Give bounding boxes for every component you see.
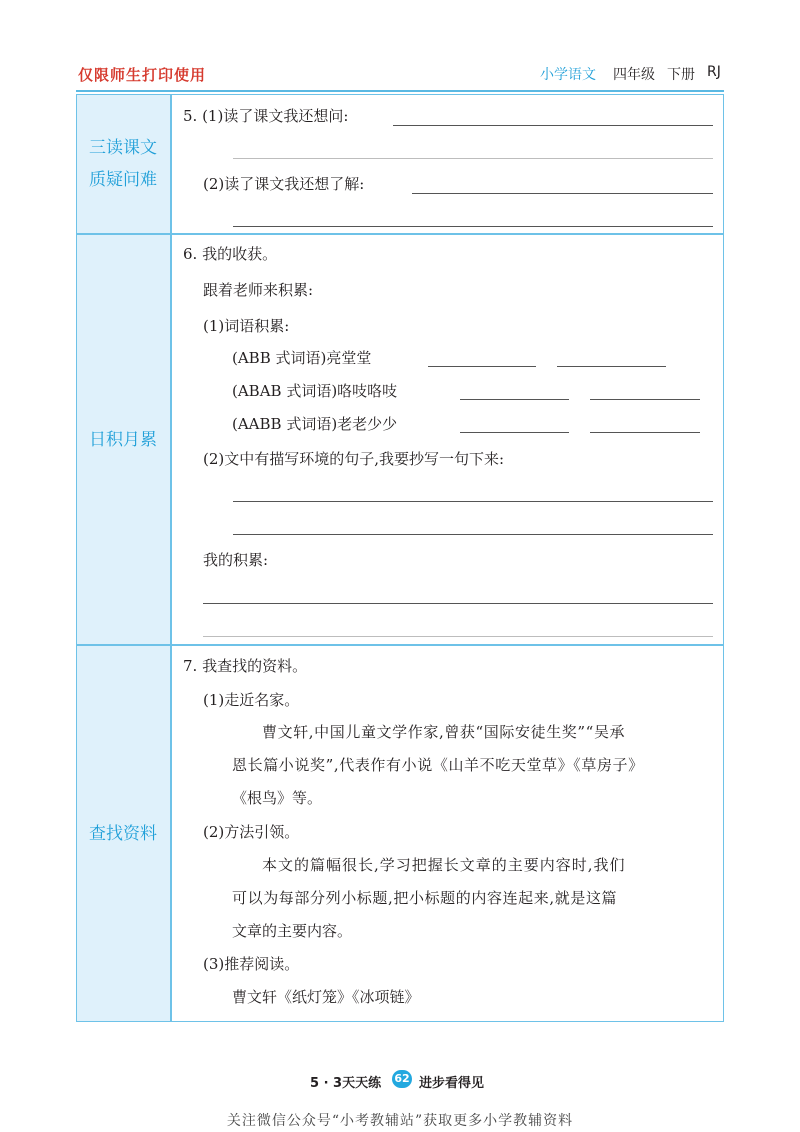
q7-para2-line3: 文章的主要内容。	[232, 922, 353, 940]
q6-abb: (ABB 式词语)亮堂堂	[232, 349, 372, 367]
row-divider-1	[76, 233, 724, 235]
footer-slogan: 进步看得见	[419, 1076, 485, 1091]
q5-prompt-1: 5. (1)读了课文我还想问:	[183, 107, 349, 125]
abab-blank-1[interactable]	[460, 399, 569, 400]
section-label-line-2: 质疑问难	[89, 170, 157, 190]
q6-mine: 我的积累:	[203, 551, 269, 569]
q7-sub1: (1)走近名家。	[203, 691, 300, 709]
abb-blank-2[interactable]	[557, 366, 666, 367]
q7-para1-line2: 恩长篇小说奖”,代表作有小说《山羊不吃天堂草》《草房子》	[232, 756, 644, 774]
q6-mine-line-2[interactable]	[203, 636, 713, 637]
q7-para2-line1: 本文的篇幅很长,学习把握长文章的主要内容时,我们	[262, 856, 626, 874]
grade-label: 四年级	[613, 67, 655, 83]
print-notice: 仅限师生打印使用	[78, 66, 207, 84]
section-label-accumulation: 日积月累	[89, 430, 157, 450]
q5-answer-line-1a[interactable]	[393, 125, 713, 126]
abb-blank-1[interactable]	[428, 366, 536, 367]
subject-label: 小学语文	[540, 67, 596, 83]
q6-sub1: (1)词语积累:	[203, 317, 290, 335]
q5-answer-line-2b[interactable]	[233, 226, 713, 227]
term-label: 下册	[667, 67, 695, 83]
q7-para2-line2: 可以为每部分列小标题,把小标题的内容连起来,就是这篇	[232, 889, 618, 907]
watermark-text: 关注微信公众号“小考教辅站”获取更多小学教辅资料	[226, 1113, 574, 1129]
q6-mine-line-1[interactable]	[203, 603, 713, 604]
header-rule	[76, 90, 724, 92]
q5-answer-line-1b[interactable]	[233, 158, 713, 159]
q7-sub3: (3)推荐阅读。	[203, 955, 300, 973]
q6-abab: (ABAB 式词语)咯吱咯吱	[232, 382, 398, 400]
page-number-badge: 62	[392, 1070, 412, 1088]
q6-sentence-line-1[interactable]	[233, 501, 713, 502]
q6-aabb: (AABB 式词语)老老少少	[232, 415, 398, 433]
aabb-blank-2[interactable]	[590, 432, 700, 433]
q6-sentence-line-2[interactable]	[233, 534, 713, 535]
q7-para1-line3: 《根鸟》等。	[232, 789, 323, 807]
section-label-line-1: 三读课文	[89, 138, 157, 158]
q7-sub2: (2)方法引领。	[203, 823, 300, 841]
q6-title: 6. 我的收获。	[183, 245, 278, 263]
section-label-reading-questions	[76, 132, 170, 196]
q5-answer-line-2a[interactable]	[412, 193, 713, 194]
q7-para3: 曹文轩《纸灯笼》《冰项链》	[232, 988, 420, 1006]
edition-label: RJ	[707, 64, 721, 80]
q7-title: 7. 我查找的资料。	[183, 657, 308, 675]
footer-brand: 5 · 3天天练	[310, 1076, 382, 1091]
q6-intro: 跟着老师来积累:	[203, 281, 314, 299]
row-divider-2	[76, 644, 724, 646]
aabb-blank-1[interactable]	[460, 432, 569, 433]
q7-para1-line1: 曹文轩,中国儿童文学作家,曾获“国际安徒生奖”“吴承	[262, 723, 626, 741]
section-label-research: 查找资料	[89, 824, 157, 844]
q5-prompt-2: (2)读了课文我还想了解:	[203, 175, 365, 193]
q6-sub2: (2)文中有描写环境的句子,我要抄写一句下来:	[203, 450, 505, 468]
abab-blank-2[interactable]	[590, 399, 700, 400]
